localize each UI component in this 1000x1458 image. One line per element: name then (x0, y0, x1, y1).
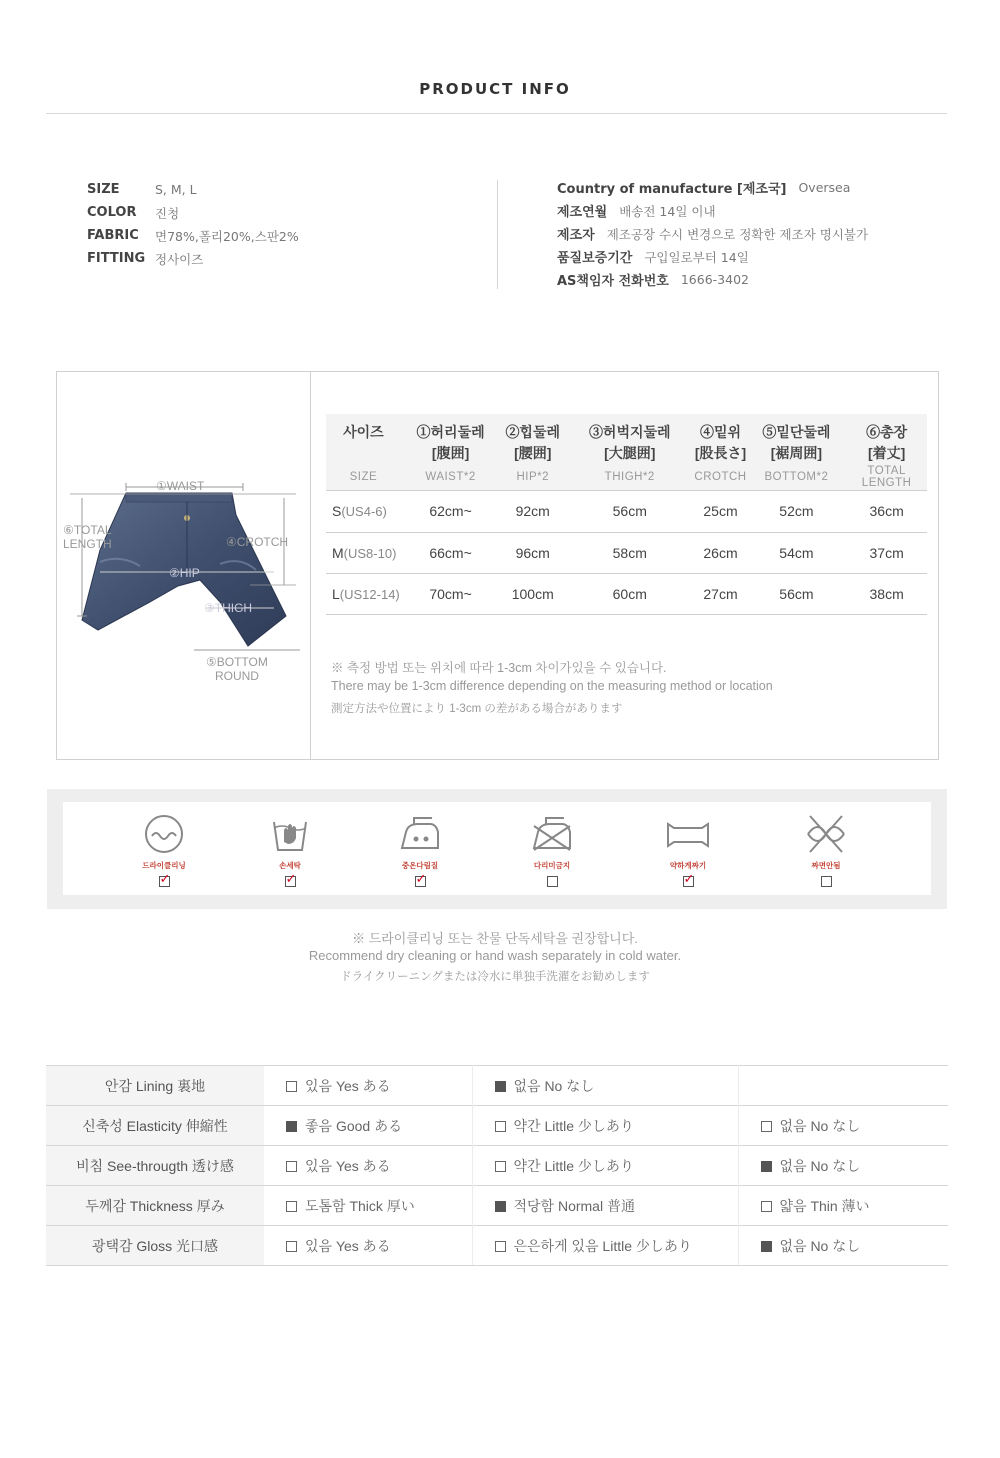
feel-option (264, 1186, 472, 1226)
option-text: 약간 Little 少しあり (513, 1117, 634, 1134)
bottom-round-label-line2: ROUND (214, 669, 259, 683)
size-cell (326, 490, 401, 532)
basic-info-left (87, 178, 299, 270)
measure-note-ko: ※ 측정 방법 또는 위치에 따라 1-3cm 차이가있을 수 있습니다. (331, 661, 667, 675)
info-value: 정사이즈 (155, 251, 204, 267)
basic-info-right (557, 176, 868, 291)
care-checkbox (415, 876, 426, 887)
header-cell: ①허리둘레 (416, 424, 485, 440)
option-text: 도톰함 Thick 厚い (305, 1197, 415, 1214)
info-value: Oversea (798, 180, 851, 195)
feel-option (264, 1146, 472, 1186)
total-length-label (63, 523, 112, 551)
size-name: S (332, 503, 342, 519)
size-cell (326, 532, 401, 573)
option-text: 약간 Little 少しあり (513, 1157, 634, 1174)
header-cell: TOTAL LENGTH (861, 464, 912, 489)
care-item-no-wring (781, 812, 871, 887)
table-cell: 54cm (747, 532, 847, 573)
checkbox (761, 1241, 772, 1252)
info-value: 구입일로부터 14일 (644, 249, 749, 265)
info-row-country (557, 176, 868, 199)
feel-option-empty (738, 1066, 948, 1106)
table-cell: 92cm (500, 490, 565, 532)
info-value: 제조공장 수시 변경으로 정확한 제조자 명시불가 (606, 226, 869, 242)
dry-cleaning-icon (142, 812, 186, 856)
table-row (46, 1226, 948, 1266)
header-cell: BOTTOM*2 (764, 470, 829, 483)
info-row-fabric (87, 224, 299, 247)
option-text: 없음 No なし (513, 1077, 595, 1094)
care-label: 손세탁 (279, 861, 301, 870)
care-note-ko: ※ 드라이클리닝 또는 찬물 단독세탁을 권장합니다. (352, 931, 638, 946)
header-cell: [腰囲] (514, 445, 552, 461)
measure-note-en: There may be 1-3cm difference depending on the measuring method or location (331, 679, 773, 693)
header-cell: [腹囲] (431, 445, 470, 461)
table-cell: 37cm (846, 532, 927, 573)
option-text: 좋음 Good ある (305, 1117, 403, 1134)
checkbox (286, 1161, 297, 1172)
option-text: 없음 No なし (779, 1117, 861, 1134)
header-cell: THIGH*2 (604, 470, 655, 483)
hand-wash-icon (268, 812, 312, 856)
care-item-hand-wash (245, 812, 335, 887)
table-row (46, 1186, 948, 1226)
care-item-no-iron (507, 812, 597, 887)
info-key: 제조연월 (557, 205, 608, 220)
feel-option (738, 1186, 948, 1226)
header-cell: ⑥총장 (866, 424, 908, 440)
feel-label: 안감 Lining 裏地 (46, 1066, 264, 1106)
info-row-as-phone (557, 268, 868, 291)
care-label: 다리미금지 (533, 861, 571, 870)
table-row (46, 1066, 948, 1106)
size-us: (US12-14) (339, 586, 400, 602)
fabric-feel-table (46, 1065, 948, 1266)
size-table-header-en (326, 464, 927, 490)
header-cell: ②힙둘레 (505, 424, 561, 440)
info-key: SIZE (87, 182, 120, 197)
info-row-warranty (557, 245, 868, 268)
checkbox (495, 1201, 506, 1212)
bottom-round-label (206, 655, 268, 683)
header-cell: ③허벅지둘레 (588, 424, 671, 440)
size-table-header-ja (326, 442, 927, 464)
table-row (46, 1146, 948, 1186)
checkbox (761, 1121, 772, 1132)
size-table-header-ko (326, 414, 927, 442)
care-item-dry-cleaning (119, 812, 209, 887)
hip-label: ②HIP (169, 566, 200, 580)
table-cell: 27cm (694, 573, 746, 614)
info-value: 면78%,폴리20%,스판2% (155, 228, 299, 244)
option-text: 없음 No なし (779, 1237, 861, 1254)
table-cell: 25cm (694, 490, 746, 532)
feel-option (264, 1106, 472, 1146)
size-us: (US4-6) (341, 504, 387, 519)
checkbox (286, 1241, 297, 1252)
checkbox (495, 1081, 506, 1092)
header-cell: [裾周囲] (770, 445, 823, 461)
crotch-label: ④CROTCH (226, 535, 289, 549)
header-cell: HIP*2 (516, 470, 549, 483)
option-text: 있음 Yes ある (305, 1237, 391, 1254)
info-row-manufacturer (557, 222, 868, 245)
page-title: PRODUCT INFO (419, 80, 571, 98)
option-text: 있음 Yes ある (305, 1157, 391, 1174)
care-note-en: Recommend dry cleaning or hand wash separately in cold water. (308, 948, 682, 963)
header-cell: ⑤밑단둘레 (762, 424, 831, 440)
option-text: 있음 Yes ある (305, 1077, 391, 1094)
feel-label: 광택감 Gloss 光口感 (46, 1226, 264, 1266)
table-row (326, 532, 927, 573)
checkbox (286, 1121, 297, 1132)
table-cell: 26cm (694, 532, 746, 573)
total-length-label-line1: ⑥TOTAL (63, 523, 112, 537)
info-value: 진청 (155, 205, 180, 221)
care-label: 약하게짜기 (669, 861, 707, 870)
header-cell: WAIST*2 (425, 470, 476, 483)
table-cell: 56cm (747, 573, 847, 614)
care-checkbox (821, 876, 832, 887)
option-text: 은은하게 있음 Little 少しあり (513, 1237, 692, 1254)
table-cell: 38cm (846, 573, 927, 614)
table-cell: 56cm (565, 490, 694, 532)
size-cell (326, 573, 401, 614)
info-value: S, M, L (155, 182, 197, 197)
care-checkbox (159, 876, 170, 887)
checkbox (495, 1161, 506, 1172)
thigh-label: ③THIGH (204, 601, 253, 615)
info-divider (497, 180, 498, 289)
size-us: (US8-10) (343, 545, 397, 561)
info-key: COLOR (87, 205, 137, 220)
checkbox (495, 1121, 506, 1132)
no-wring-icon (804, 812, 848, 856)
feel-option (264, 1066, 472, 1106)
header-cell: SIZE (349, 470, 378, 483)
feel-option (738, 1146, 948, 1186)
option-text: 적당함 Normal 普通 (513, 1197, 635, 1214)
table-cell: 36cm (846, 490, 927, 532)
header-cell: ④밑위 (699, 424, 742, 440)
care-item-gentle-wring (643, 812, 733, 887)
header-cell: [股長さ] (694, 445, 747, 461)
table-cell: 60cm (565, 573, 694, 614)
info-row-color (87, 201, 299, 224)
title-divider (46, 113, 947, 114)
info-key: AS책임자 전화번호 (557, 274, 669, 289)
feel-label: 비침 See-througth 透け感 (46, 1146, 264, 1186)
info-value: 1666-3402 (680, 272, 749, 287)
table-cell: 52cm (747, 490, 847, 532)
waist-label: ①WAIST (156, 479, 205, 493)
size-table (326, 414, 927, 615)
feel-option (264, 1226, 472, 1266)
care-checkbox (683, 876, 694, 887)
feel-option (472, 1226, 738, 1266)
care-label: 짜면안됨 (811, 861, 841, 870)
header-cell: 사이즈 (343, 424, 384, 440)
size-box-divider (310, 372, 311, 759)
checkbox (286, 1201, 297, 1212)
feel-label: 두께감 Thickness 厚み (46, 1186, 264, 1226)
table-cell: 70cm~ (401, 573, 501, 614)
table-cell: 62cm~ (401, 490, 501, 532)
table-cell: 66cm~ (401, 532, 501, 573)
feel-option (472, 1066, 738, 1106)
table-row (46, 1106, 948, 1146)
table-row (326, 490, 927, 532)
header-cell: [着丈] (867, 445, 906, 461)
header-cell: CROTCH (694, 470, 747, 483)
denim-shorts-image (60, 470, 305, 690)
checkbox (761, 1201, 772, 1212)
care-note-ja: ドライクリーニングまたは冷水に単独手洗濯をお勧めします (340, 971, 650, 983)
care-instructions (47, 789, 947, 909)
info-row-manufacture-date (557, 199, 868, 222)
feel-option (472, 1186, 738, 1226)
care-checkbox (285, 876, 296, 887)
feel-option (738, 1106, 948, 1146)
care-checkbox (547, 876, 558, 887)
table-cell: 100cm (500, 573, 565, 614)
care-label: 중온다림질 (401, 861, 439, 870)
header-cell: [大腿囲] (604, 445, 656, 461)
feel-option (472, 1106, 738, 1146)
gentle-wring-icon (666, 812, 710, 856)
checkbox (495, 1241, 506, 1252)
header-cell (326, 442, 401, 464)
table-cell: 96cm (500, 532, 565, 573)
table-cell: 58cm (565, 532, 694, 573)
info-key: 품질보증기간 (557, 251, 633, 266)
total-length-label-line2: LENGTH (63, 537, 112, 551)
bottom-round-label-line1: ⑤BOTTOM (206, 655, 268, 669)
size-name: L (332, 585, 340, 602)
table-row (326, 573, 927, 614)
info-key: 제조자 (557, 228, 595, 243)
feel-label: 신축성 Elasticity 伸縮性 (46, 1106, 264, 1146)
info-row-fitting (87, 247, 299, 270)
checkbox (761, 1161, 772, 1172)
no-iron-icon (530, 812, 574, 856)
option-text: 얇음 Thin 薄い (779, 1197, 870, 1214)
info-key: FABRIC (87, 228, 139, 243)
feel-option (738, 1226, 948, 1266)
care-item-medium-iron (375, 812, 465, 887)
measure-note-ja: 測定方法や位置により 1-3cm の差がある場合があります (331, 703, 623, 715)
info-key: Country of manufacture [제조국] (557, 182, 787, 197)
info-row-size (87, 178, 299, 201)
size-name: M (332, 544, 344, 561)
care-label: 드라이클리닝 (142, 861, 186, 870)
option-text: 없음 No なし (779, 1157, 861, 1174)
info-key: FITTING (87, 251, 146, 266)
medium-iron-icon (398, 812, 442, 856)
feel-option (472, 1146, 738, 1186)
shorts-diagram (60, 470, 305, 690)
care-panel (63, 802, 931, 895)
info-value: 배송전 14일 이내 (619, 203, 716, 219)
checkbox (286, 1081, 297, 1092)
